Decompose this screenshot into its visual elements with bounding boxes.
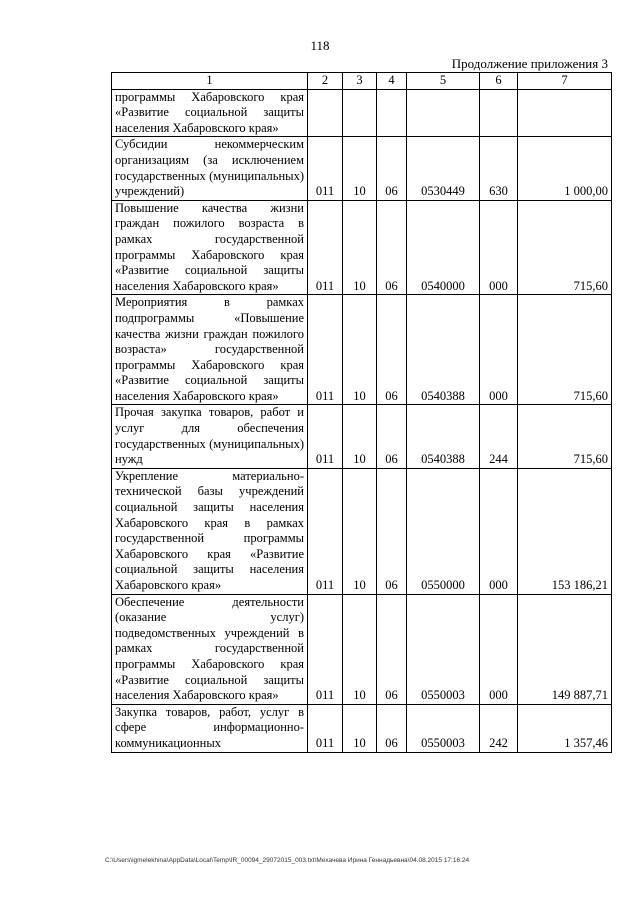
- table-row: [112, 468, 612, 594]
- cell-expense-type: 630: [480, 137, 518, 200]
- cell-admin-code: [308, 89, 343, 137]
- cell-section: 10: [343, 200, 377, 295]
- cell-target-article: 0540388: [407, 405, 480, 468]
- cell-section: 10: [343, 295, 377, 405]
- table-row: [112, 89, 612, 137]
- cell-amount: [518, 89, 612, 137]
- cell-expense-type: 000: [480, 594, 518, 704]
- cell-admin-code: 011: [308, 295, 343, 405]
- column-header: 2: [308, 73, 343, 90]
- cell-expense-type: 244: [480, 405, 518, 468]
- page-number: 118: [310, 38, 330, 53]
- cell-section: [343, 89, 377, 137]
- cell-amount: 1 357,46: [518, 704, 612, 752]
- cell-amount: 715,60: [518, 295, 612, 405]
- footer-file-path: C:\Users\igmelekhina\AppData\Local\Temp\IR_00094_29072015_003.txt\Мехачева Ирина Геннадьевна\04.08.2015 17:16:24: [105, 857, 470, 864]
- cell-subsection: 06: [377, 704, 407, 752]
- cell-expense-type: 000: [480, 468, 518, 594]
- cell-amount: 715,60: [518, 405, 612, 468]
- cell-admin-code: 011: [308, 468, 343, 594]
- budget-table: [111, 72, 612, 753]
- cell-target-article: [407, 89, 480, 137]
- cell-subsection: 06: [377, 468, 407, 594]
- cell-section: 10: [343, 704, 377, 752]
- cell-admin-code: 011: [308, 137, 343, 200]
- cell-target-article: 0550003: [407, 594, 480, 704]
- cell-expense-type: [480, 89, 518, 137]
- table-row: [112, 704, 612, 752]
- column-header: 4: [377, 73, 407, 90]
- row-name: Прочая закупка товаров, работ и услуг для обеспечения государственных (муниципальных) нужд: [112, 405, 308, 468]
- row-name: программы Хабаровского края «Развитие социальной защиты населения Хабаровского края»: [112, 89, 308, 137]
- cell-target-article: 0540000: [407, 200, 480, 295]
- cell-admin-code: 011: [308, 200, 343, 295]
- row-name: Закупка товаров, работ, услуг в сфере информационно-коммуникационных: [112, 704, 308, 752]
- cell-section: 10: [343, 594, 377, 704]
- cell-subsection: [377, 89, 407, 137]
- cell-admin-code: 011: [308, 405, 343, 468]
- column-header: 1: [112, 73, 308, 90]
- table-row: [112, 594, 612, 704]
- cell-subsection: 06: [377, 594, 407, 704]
- cell-admin-code: 011: [308, 704, 343, 752]
- cell-section: 10: [343, 405, 377, 468]
- header-row: [112, 73, 612, 90]
- table-row: [112, 137, 612, 200]
- cell-expense-type: 000: [480, 200, 518, 295]
- cell-admin-code: 011: [308, 594, 343, 704]
- row-name: Укрепление материально-технической базы учреждений социальной защиты населения Хабаровского края в рамках государственной программы Хабаровского края «Развитие социальной защиты населения Хабаровского края»: [112, 468, 308, 594]
- continuation-label: Продолжение приложения 3: [451, 56, 608, 71]
- cell-subsection: 06: [377, 295, 407, 405]
- table-row: [112, 295, 612, 405]
- row-name: Мероприятия в рамках подпрограммы «Повышение качества жизни граждан пожилого возраста» государственной программы Хабаровского края «Развитие социальной защиты населения Хабаровского края»: [112, 295, 308, 405]
- column-header: 7: [518, 73, 612, 90]
- cell-target-article: 0550003: [407, 704, 480, 752]
- cell-subsection: 06: [377, 137, 407, 200]
- cell-target-article: 0540388: [407, 295, 480, 405]
- cell-subsection: 06: [377, 200, 407, 295]
- row-name: Субсидии некоммерческим организациям (за исключением государственных (муниципальных) учреждений): [112, 137, 308, 200]
- cell-section: 10: [343, 468, 377, 594]
- table-row: [112, 405, 612, 468]
- cell-expense-type: 242: [480, 704, 518, 752]
- column-header: 5: [407, 73, 480, 90]
- cell-target-article: 0530449: [407, 137, 480, 200]
- cell-expense-type: 000: [480, 295, 518, 405]
- cell-amount: 715,60: [518, 200, 612, 295]
- cell-target-article: 0550000: [407, 468, 480, 594]
- cell-amount: 153 186,21: [518, 468, 612, 594]
- cell-section: 10: [343, 137, 377, 200]
- table-row: [112, 200, 612, 295]
- column-header: 6: [480, 73, 518, 90]
- cell-subsection: 06: [377, 405, 407, 468]
- row-name: Обеспечение деятельности (оказание услуг) подведомственных учреждений в рамках государственной программы Хабаровского края «Развитие социальной защиты населения Хабаровского края»: [112, 594, 308, 704]
- column-header: 3: [343, 73, 377, 90]
- cell-amount: 149 887,71: [518, 594, 612, 704]
- row-name: Повышение качества жизни граждан пожилого возраста в рамках государственной программы Хабаровского края «Развитие социальной защиты населения Хабаровского края»: [112, 200, 308, 295]
- cell-amount: 1 000,00: [518, 137, 612, 200]
